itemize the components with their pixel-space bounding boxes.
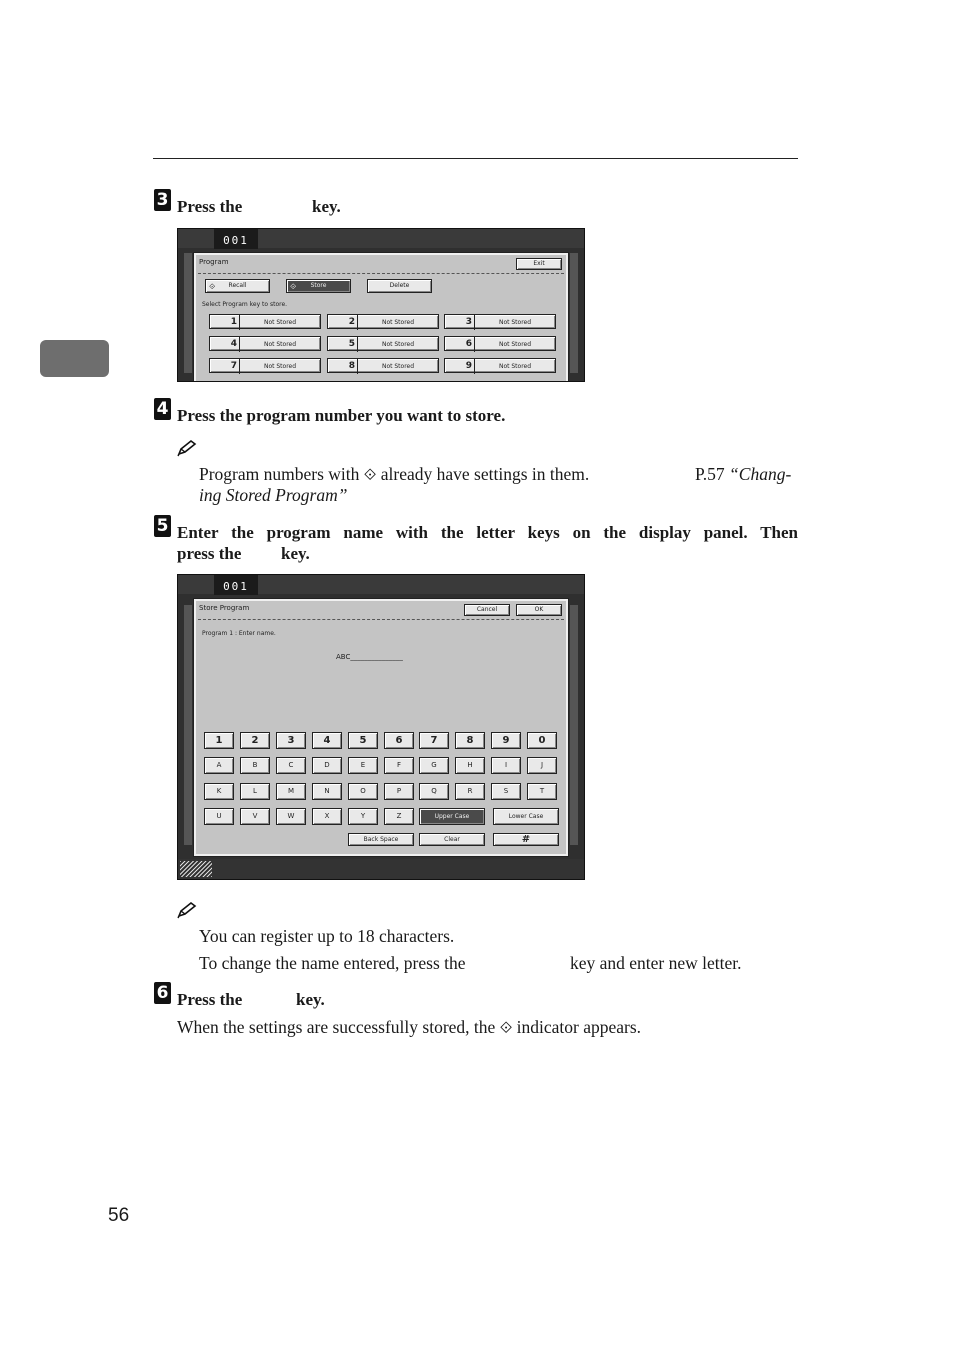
key-u[interactable]: U (204, 808, 234, 825)
program-key-number: 8 (328, 359, 358, 374)
page-number: 56 (108, 1205, 130, 1226)
key-z[interactable]: Z (384, 808, 414, 825)
program-mark-icon: ⟐ (209, 282, 216, 291)
key-i[interactable]: I (491, 757, 521, 774)
program-key-label: Not Stored (498, 363, 532, 370)
program-key-7[interactable] (209, 358, 321, 373)
key-9[interactable]: 9 (491, 732, 521, 749)
key-b[interactable]: B (240, 757, 270, 774)
step-6-body-start: When the settings are successfully stored, the (177, 1017, 496, 1037)
key-f[interactable]: F (384, 757, 414, 774)
key-x[interactable]: X (312, 808, 342, 825)
step-6-number: 6 (154, 982, 171, 1004)
step-6-body-end: indicator appears. (516, 1017, 642, 1037)
program-mark-icon: ⟐ (363, 465, 377, 484)
program-key-2[interactable] (327, 314, 439, 329)
key-v[interactable]: V (240, 808, 270, 825)
program-key-number: 1 (210, 315, 240, 330)
note-1-ref (695, 464, 791, 485)
program-key-label: Not Stored (381, 363, 415, 370)
program-key-number: 3 (445, 315, 475, 330)
step-3-text-start: Press the (177, 197, 243, 216)
key-r[interactable]: R (455, 783, 485, 800)
ok-button[interactable]: OK (516, 604, 562, 616)
copy-counter: 001 (214, 575, 258, 595)
key-g[interactable]: G (419, 757, 449, 774)
key-2[interactable]: 2 (240, 732, 270, 749)
key-1[interactable]: 1 (204, 732, 234, 749)
header-rule (153, 158, 798, 159)
ref-title-part-1: “Chang- (729, 464, 792, 484)
step-3-number: 3 (154, 189, 171, 211)
key-j[interactable]: J (527, 757, 557, 774)
key-n[interactable]: N (312, 783, 342, 800)
program-key-8[interactable] (327, 358, 439, 373)
step-4-text: Press the program number you want to store. (177, 406, 506, 425)
cancel-button[interactable]: Cancel (464, 604, 510, 616)
note-2-line-2-start: To change the name entered, press the (199, 953, 466, 973)
clear-button[interactable]: Clear (419, 833, 485, 846)
key-3[interactable]: 3 (276, 732, 306, 749)
program-key-number: 6 (445, 337, 475, 352)
program-key-9[interactable] (444, 358, 556, 373)
program-key-label: Not Stored (263, 341, 297, 348)
recall-button[interactable] (205, 279, 270, 293)
key-8[interactable]: 8 (455, 732, 485, 749)
lower-case-button[interactable]: Lower Case (493, 808, 559, 825)
program-key-4[interactable] (209, 336, 321, 351)
program-key-number: 5 (328, 337, 358, 352)
step-5-line-1: Enter the program name with the letter keys on the display panel. Then (177, 523, 798, 542)
key-k[interactable]: K (204, 783, 234, 800)
chapter-tab (40, 340, 109, 377)
program-key-label: Not Stored (263, 319, 297, 326)
key-p[interactable]: P (384, 783, 414, 800)
step-5-text-start: press the (177, 544, 242, 563)
step-6-text-start: Press the (177, 990, 243, 1009)
key-4[interactable]: 4 (312, 732, 342, 749)
note-1 (199, 464, 799, 485)
step-5-text-end: key. (281, 544, 310, 563)
program-key-label: Not Stored (381, 319, 415, 326)
program-key-label: Not Stored (498, 319, 532, 326)
program-mark-icon: ⟐ (290, 282, 297, 291)
key-o[interactable]: O (348, 783, 378, 800)
program-key-label: Not Stored (263, 363, 297, 370)
delete-button[interactable]: Delete (367, 279, 432, 293)
key-d[interactable]: D (312, 757, 342, 774)
program-prompt: Program 1 : Enter name. (202, 630, 276, 637)
step-6-body (177, 1017, 641, 1038)
status-strip (178, 859, 584, 879)
note-1-text-b: already have settings in them. (380, 464, 590, 484)
program-key-number: 2 (328, 315, 358, 330)
note-2-line-1: You can register up to 18 characters. (199, 926, 455, 946)
program-key-1[interactable] (209, 314, 321, 329)
pencil-note-icon (176, 439, 198, 457)
dialog-title: Store Program (199, 604, 250, 612)
program-mark-icon: ⟐ (499, 1018, 513, 1037)
recall-label: Recall (228, 282, 247, 289)
key-l[interactable]: L (240, 783, 270, 800)
select-instruction: Select Program key to store. (202, 301, 288, 308)
program-key-number: 7 (210, 359, 240, 374)
key-y[interactable]: Y (348, 808, 378, 825)
upper-case-button[interactable]: Upper Case (419, 808, 485, 825)
memory-indicator-icon (180, 861, 212, 877)
note-2-line-2-end: key and enter new letter. (570, 953, 742, 973)
key-a[interactable]: A (204, 757, 234, 774)
store-program-dialog (194, 599, 568, 856)
program-dialog (194, 253, 568, 382)
copy-counter: 001 (214, 229, 258, 249)
key-5[interactable]: 5 (348, 732, 378, 749)
store-button[interactable] (286, 279, 351, 293)
key-6[interactable]: 6 (384, 732, 414, 749)
key-s[interactable]: S (491, 783, 521, 800)
key-c[interactable]: C (276, 757, 306, 774)
program-key-3[interactable] (444, 314, 556, 329)
program-key-label: Not Stored (498, 341, 532, 348)
name-entry-field[interactable]: ABC_______________ (336, 653, 403, 661)
key-w[interactable]: W (276, 808, 306, 825)
key-e[interactable]: E (348, 757, 378, 774)
program-key-number: 9 (445, 359, 475, 374)
ref-page: P.57 (695, 464, 725, 484)
program-key-6[interactable] (444, 336, 556, 351)
store-label: Store (310, 282, 327, 289)
key-m[interactable]: M (276, 783, 306, 800)
note-1-ref-title-cont: ing Stored Program” (199, 485, 348, 505)
step-6-text-end: key. (296, 990, 325, 1009)
key-t[interactable]: T (527, 783, 557, 800)
hash-button[interactable]: # (493, 833, 559, 846)
exit-button[interactable]: Exit (516, 258, 562, 270)
program-screen (177, 228, 585, 382)
step-4-number: 4 (154, 398, 171, 420)
program-key-label: Not Stored (381, 341, 415, 348)
back-space-button[interactable]: Back Space (348, 833, 414, 846)
key-h[interactable]: H (455, 757, 485, 774)
store-program-screen (177, 574, 585, 880)
step-3-text-end: key. (312, 197, 341, 216)
step-5-number: 5 (154, 515, 171, 537)
note-1-text-a: Program numbers with (199, 464, 360, 484)
dialog-title: Program (199, 258, 229, 266)
pencil-note-icon (176, 901, 198, 919)
key-0[interactable]: 0 (527, 732, 557, 749)
key-7[interactable]: 7 (419, 732, 449, 749)
program-key-5[interactable] (327, 336, 439, 351)
program-key-number: 4 (210, 337, 240, 352)
key-q[interactable]: Q (419, 783, 449, 800)
